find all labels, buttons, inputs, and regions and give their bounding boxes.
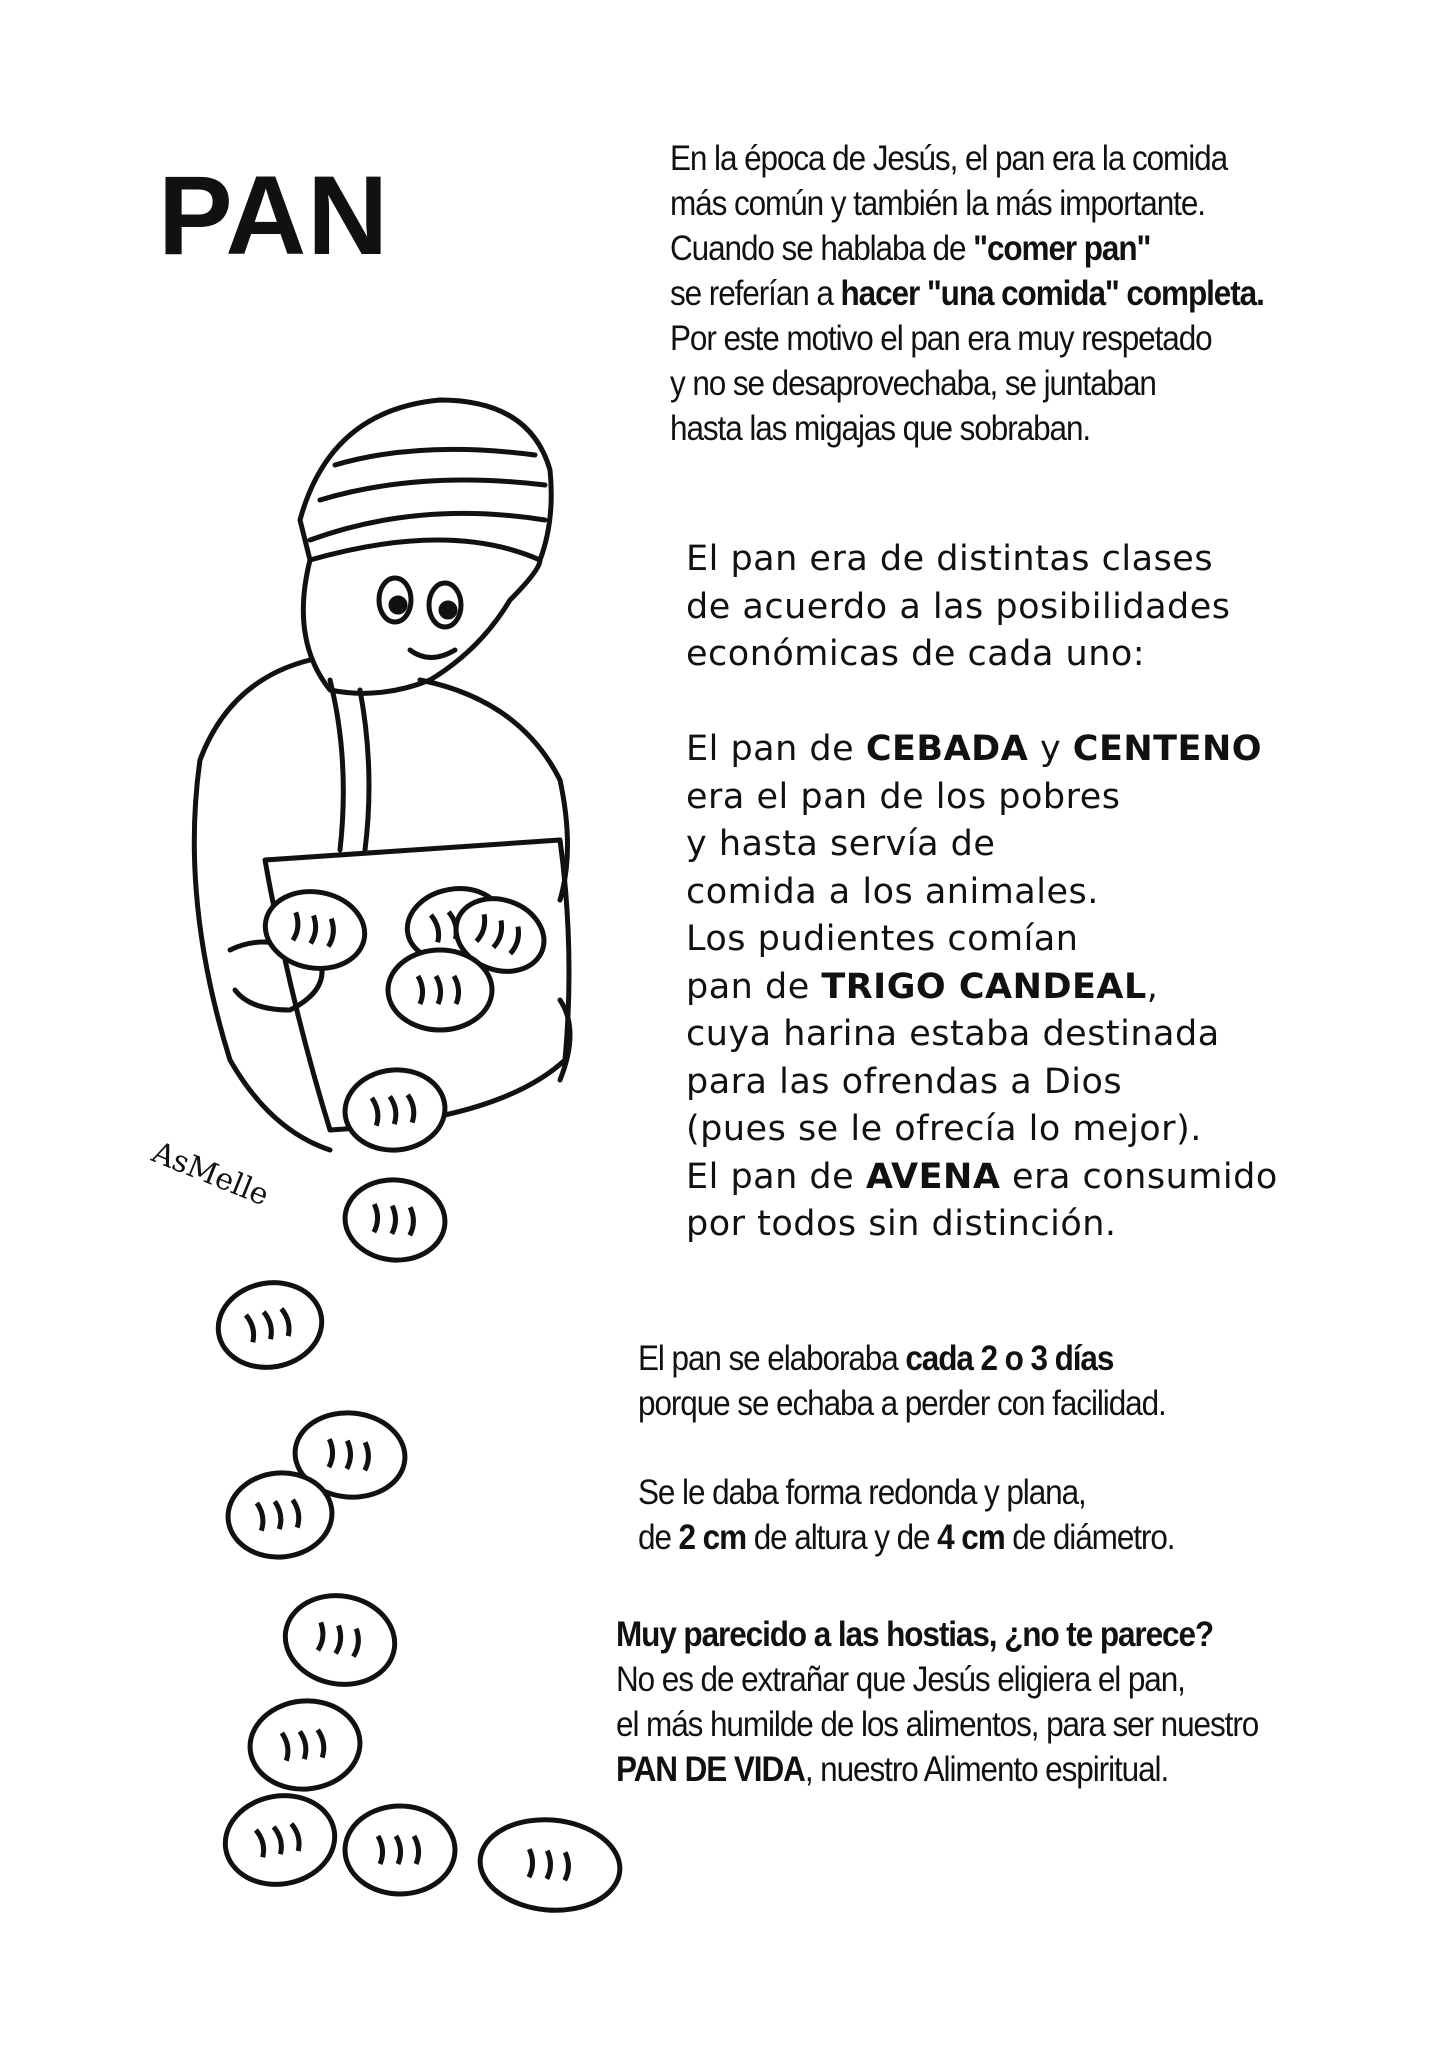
bold-text: CEBADA [865,729,1029,769]
text: de acuerdo a las posibilidades [686,586,1231,627]
text: hasta las migajas que sobraban. [670,409,1091,448]
text-line [686,584,1278,632]
signature: AsMelle [147,1134,274,1214]
text-line [686,821,1278,869]
bold-text: 4 cm [937,1518,1005,1557]
text: Se le daba forma redonda y plana, [638,1473,1086,1512]
text-line [616,1747,1258,1792]
text-line [616,1612,1258,1657]
text-line [638,1336,1166,1381]
bold-text: PAN DE VIDA [616,1750,805,1789]
page-title: PAN [158,153,390,278]
text: cuya harina estaba destinada [686,1014,1220,1054]
text: , [1146,966,1159,1007]
text: Por este motivo el pan era muy respetado [670,319,1212,358]
text-line [670,361,1264,406]
bread-loaf-icon [342,1066,449,1154]
text: El pan era de distintas clases [686,539,1214,579]
text: El pan de [686,1156,866,1197]
text: era el pan de los pobres [686,776,1121,817]
text-line [670,271,1264,316]
bold-text: TRIGO CANDEAL [821,966,1147,1007]
text: porque se echaba a perder con facilidad. [638,1384,1166,1423]
text-line [638,1381,1166,1426]
text: para las ofrendas a Dios [686,1061,1123,1102]
text-line [670,181,1264,226]
text-line [638,1515,1174,1560]
text-line [686,726,1278,774]
text-line [670,136,1264,181]
text-line [686,869,1278,917]
text: económicas de cada uno: [686,634,1146,674]
text: El pan se elaboraba [638,1339,906,1378]
text: de altura y de [746,1518,938,1557]
text-line [616,1657,1258,1702]
text-block-conclusion [616,1612,1258,1792]
bread-loaf-icon [246,1696,363,1793]
text: el más humilde de los alimentos, para ser nuestro [616,1705,1259,1744]
bold-text: hacer "una comida" completa. [840,274,1264,313]
text-block-frequency [638,1336,1166,1426]
text-line [686,1011,1278,1059]
text: El pan de [686,729,866,769]
text-line [670,316,1264,361]
bold-text: cada 2 o 3 días [905,1339,1114,1378]
bread-loaf-icon [259,884,371,976]
bread-loaf-icon [211,1275,328,1376]
text: más común y también la más importante. [670,184,1205,223]
bold-text: Muy parecido a las hostias, ¿no te parece? [616,1615,1214,1654]
text-line [686,964,1278,1012]
text: y no se desaprovechaba, se juntaban [670,364,1156,403]
text: y hasta servía de [686,824,996,864]
text: , nuestro Alimento espiritual. [804,1750,1169,1789]
text-line [686,679,1278,727]
text: de diámetro. [1004,1518,1175,1557]
bread-loaf-icon [218,1787,342,1893]
text: por todos sin distinción. [686,1204,1117,1244]
text: de [638,1518,679,1557]
text: Cuando se hablaba de [670,229,974,268]
text-block-shape [638,1470,1174,1560]
text-line [686,1106,1278,1154]
text-line [670,406,1264,451]
text: (pues se le ofrecía lo mejor). [686,1109,1202,1149]
text-line [686,774,1278,822]
text-block-bread-types [686,536,1278,1249]
bread-loaf-icon [345,1806,455,1894]
text-block-intro [670,136,1264,451]
head [303,560,540,693]
text-line [686,1059,1278,1107]
text-line [686,536,1278,584]
bold-text: "comer pan" [973,229,1151,268]
bold-text: CENTENO [1072,729,1262,769]
text: En la época de Jesús, el pan era la comida [670,139,1228,178]
bread-loaf-icon [476,1814,623,1916]
bread-loaf-icon [278,1587,402,1693]
bold-text: AVENA [865,1156,1001,1197]
text-line [638,1470,1174,1515]
text-line [686,631,1278,679]
text: comida a los animales. [686,871,1099,912]
text: Los pudientes comían [686,919,1079,959]
text-line [686,916,1278,964]
text: pan de [686,966,822,1007]
text: era consumido [1000,1156,1278,1197]
bread-loaf-icon [342,1176,449,1264]
text-line [616,1702,1258,1747]
text: No es de extrañar que Jesús eligiera el pan, [616,1660,1185,1699]
text-line [670,226,1264,271]
text: se referían a [670,274,841,313]
text: y [1028,729,1073,769]
text-line [686,1201,1278,1249]
text-line [686,1154,1278,1202]
bold-text: 2 cm [678,1518,747,1557]
bread-loaf-icon [388,950,492,1030]
